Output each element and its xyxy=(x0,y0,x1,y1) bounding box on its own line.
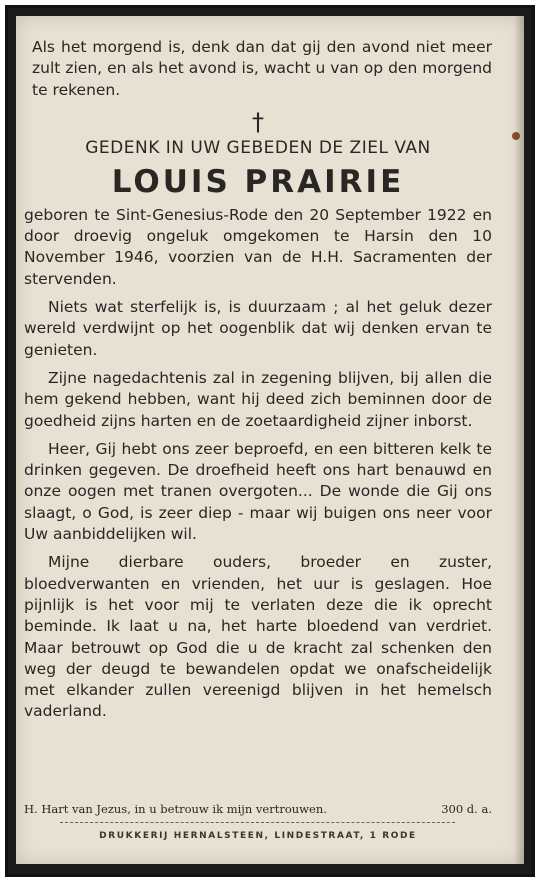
divider xyxy=(60,822,455,823)
printer-imprint: DRUKKERIJ HERNALSTEEN, LINDESTRAAT, 1 RODE xyxy=(99,831,417,841)
indulgence-text: 300 d. a. xyxy=(441,802,492,816)
birth-death-paragraph: geboren te Sint-Genesius-Rode den 20 September 1922 en door droevig ongeluk omgekomen te Harsin den 10 November 1946, voorzien van de H.H. Sacramenten der stervenden. xyxy=(24,205,492,288)
cross-icon: † xyxy=(252,107,264,136)
prayer-text: H. Hart van Jezus, in u betrouw ik mijn vertrouwen. xyxy=(24,802,327,816)
paragraph-3: Zijne nagedachtenis zal in zegening blijven, bij allen die hem gekend hebben, want hij deed zich beminnen door de goedheid zijns harten en de zoetaardigheid zijner inborst. xyxy=(24,368,492,430)
opening-quote: Als het morgend is, denk dan dat gij den avond niet meer zult zien, en als het avond is, wacht u van op den morgend te rekenen. xyxy=(32,38,492,99)
paragraph-4: Heer, Gij hebt ons zeer beproefd, en een bitteren kelk te drinken gegeven. De droefheid heeft ons hart benauwd en onze oogen met tranen overgoten... De wonde die Gij ons slaagt, o God, is zeer diep - maar wij buigen ons neer voor Uw aanbiddelijken wil. xyxy=(24,439,492,544)
paragraph-2: Niets wat sterfelijk is, is duurzaam ; al het geluk dezer wereld verdwijnt op het oogenblik dat wij denken ervan te genieten. xyxy=(24,298,492,359)
deceased-name: LOUIS PRAIRIE xyxy=(111,163,405,200)
paragraph-5: Mijne dierbare ouders, broeder en zuster, bloedverwanten en vrienden, het uur is geslagen. Hoe pijnlijk is het voor mij te verlaten deze die ik oprecht beminde. Ik laat u na, het harte bloedend van verdriet. Maar betrouwt op God die u de kracht zal schenken den weg der deugd te bewandelen opdat we onafscheidelijk met elkander zullen vereenigd blijven in het hemelsch vaderland. xyxy=(24,553,492,721)
intro-line: GEDENK IN UW GEBEDEN DE ZIEL VAN xyxy=(85,137,431,158)
card-text xyxy=(24,37,492,723)
footer-line xyxy=(24,802,492,816)
stain-spot xyxy=(512,132,520,140)
